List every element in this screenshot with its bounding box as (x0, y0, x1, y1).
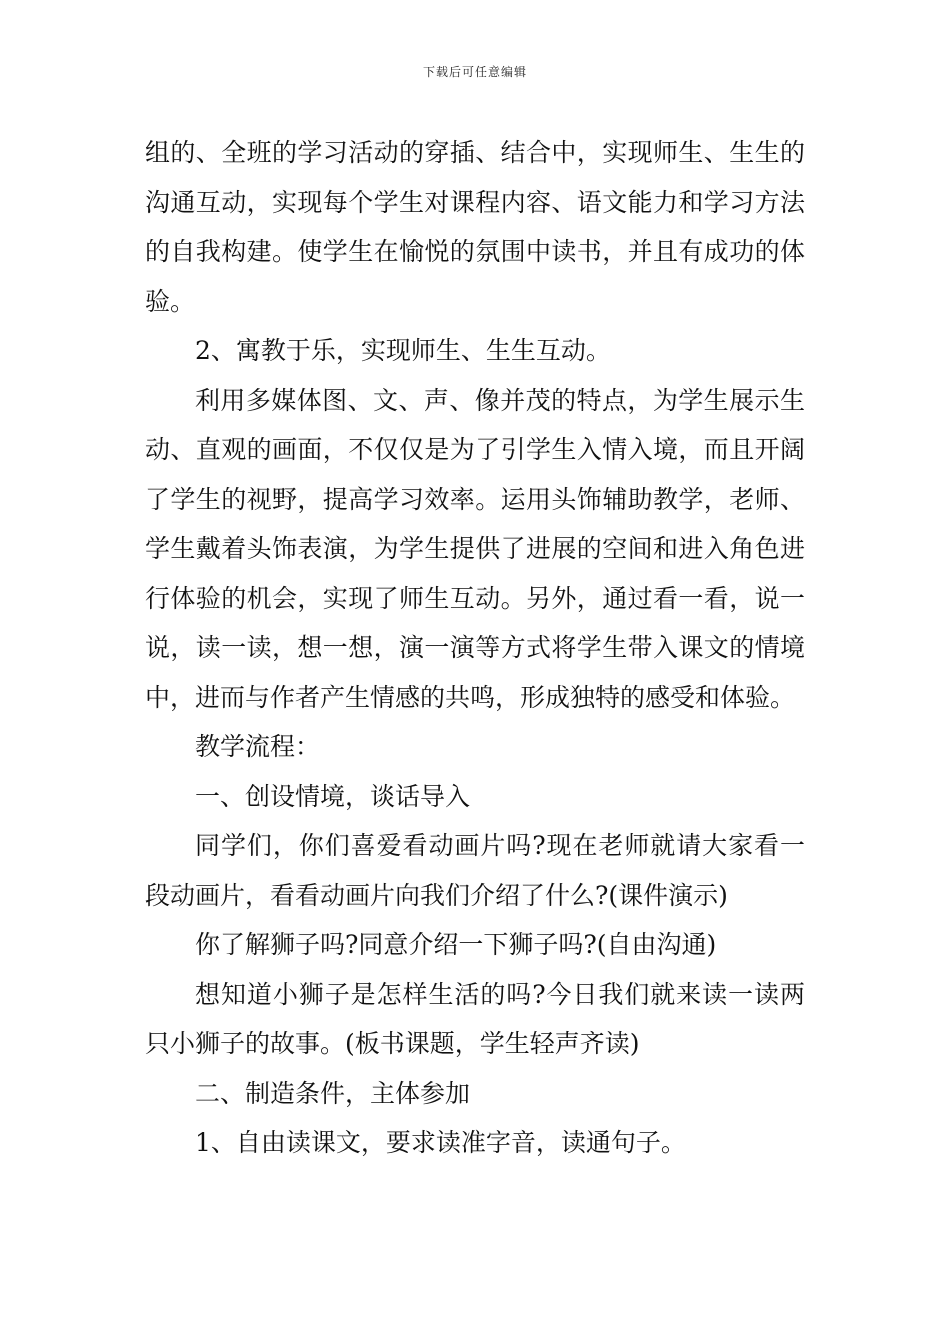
paragraph-continued: 组的、全班的学习活动的穿插、结合中，实现师生、生生的沟通互动，实现每个学生对课程内容、语文能力和学习方法的自我构建。使学生在愉悦的氛围中读书，并且有成功的体验。 (145, 138, 805, 316)
document-body (145, 128, 805, 1168)
paragraph-lion-question: 你了解狮子吗?同意介绍一下狮子吗?(自由沟通) (195, 930, 717, 959)
paragraph-step-one-heading: 一、创设情境，谈话导入 (195, 781, 471, 811)
page-header: 下载后可任意编辑 (422, 65, 527, 79)
paragraph-step-two-heading: 二、制造条件，主体参加 (195, 1078, 471, 1108)
paragraph-section-heading: 2、寓教于乐，实现师生、生生互动。 (195, 336, 611, 365)
paragraph-cartoon-question: 同学们，你们喜爱看动画片吗?现在老师就请大家看一段动画片，看看动画片向我们介绍了什么?(课件演示) (145, 831, 805, 910)
paragraph-multimedia: 利用多媒体图、文、声、像并茂的特点，为学生展示生动、直观的画面，不仅仅是为了引学生入情入境，而且开阔了学生的视野，提高学习效率。运用头饰辅助教学，老师、学生戴着头饰表演，为学生提供了进展的空间和进入角色进行体验的机会，实现了师生互动。另外，通过看一看，说一说，读一读，想一想，演一演等方式将学生带入课文的情境中，进而与作者产生情感的共鸣，形成独特的感受和体验。 (145, 385, 805, 712)
paragraph-story-intro: 想知道小狮子是怎样生活的吗?今日我们就来读一读两只小狮子的故事。(板书课题，学生轻声齐读) (145, 979, 805, 1058)
paragraph-reading-task: 1、自由读课文，要求读准字音，读通句子。 (195, 1128, 686, 1157)
paragraph-teaching-process-title: 教学流程： (195, 732, 321, 761)
